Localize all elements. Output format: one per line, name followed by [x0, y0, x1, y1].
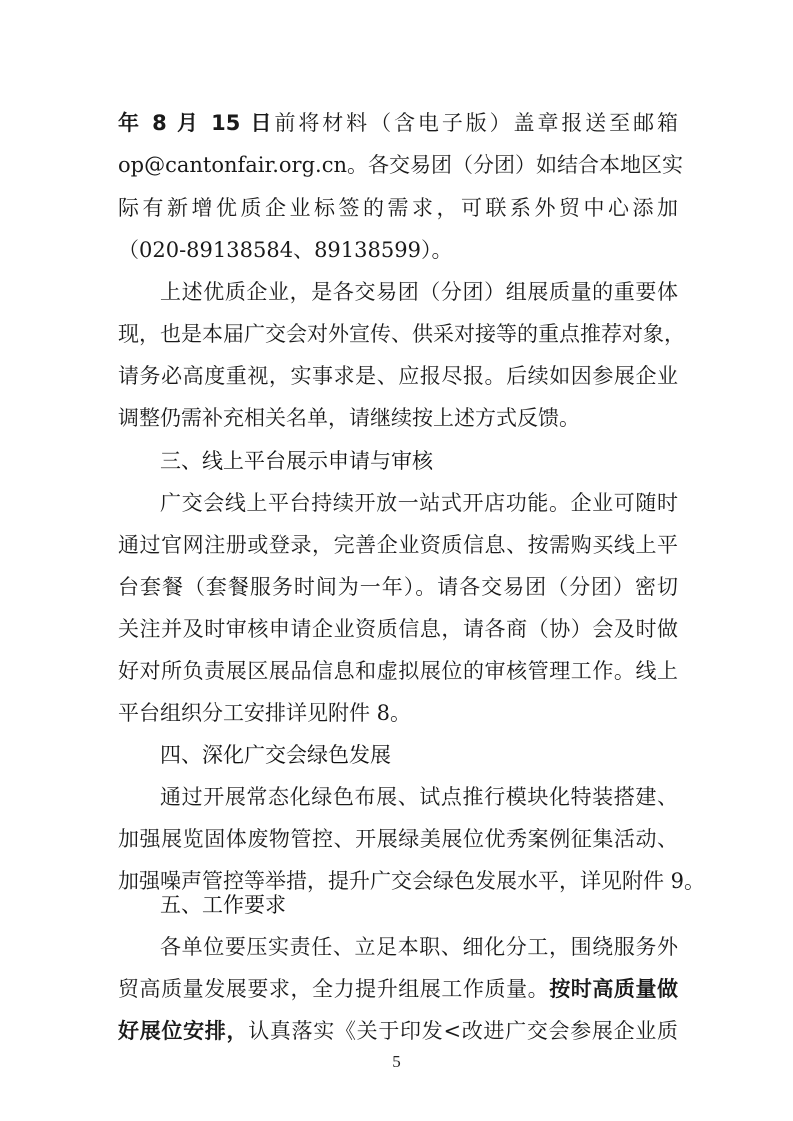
- section3-line2: 通过官网注册或登录，完善企业资质信息、按需购买线上平: [118, 533, 678, 557]
- section5-line3: [118, 1010, 678, 1052]
- page-number: 5: [392, 1052, 401, 1071]
- para1-line1: [118, 102, 678, 144]
- section5-line2-text: 贸高质量发展要求，全力提升组展工作质量。: [118, 977, 550, 1001]
- para2-line2: 现，也是本届广交会对外宣传、供采对接等的重点推荐对象，: [118, 322, 685, 346]
- section3-line1: 广交会线上平台持续开放一站式开店功能。企业可随时: [160, 491, 678, 515]
- section5-line2: [118, 968, 678, 1010]
- section3-line5: 好对所负责展区展品信息和虚拟展位的审核管理工作。线上: [118, 659, 678, 683]
- section4-line2: 加强展览固体废物管控、开展绿美展位优秀案例征集活动、: [118, 827, 678, 851]
- para1-line4: （020-89138584、89138599）。: [118, 238, 453, 262]
- section3-line4: 关注并及时审核申请企业资质信息，请各商（协）会及时做: [118, 617, 678, 641]
- para2-line4: 调整仍需补充相关名单，请继续按上述方式反馈。: [118, 406, 580, 430]
- section4-line1: 通过开展常态化绿色布展、试点推行模块化特装搭建、: [160, 785, 678, 809]
- section4-heading: 四、深化广交会绿色发展: [160, 743, 391, 767]
- section4-line3: 加强噪声管控等举措，提升广交会绿色发展水平，详见附件 9。: [118, 869, 706, 893]
- section5-line1: 各单位要压实责任、立足本职、细化分工，围绕服务外: [160, 935, 678, 959]
- para1-line1-text: 前将材料（含电子版）盖章报送至邮箱: [274, 111, 678, 135]
- para1-line3: 际有新增优质企业标签的需求，可联系外贸中心添加: [118, 196, 678, 220]
- section3-line3: 台套餐（套餐服务时间为一年）。请各交易团（分团）密切: [118, 575, 678, 599]
- para1-line2: op@cantonfair.org.cn。各交易团（分团）如结合本地区实: [118, 153, 683, 177]
- section5-line2-emphasis: 按时高质量做: [549, 977, 679, 1001]
- section5-line3-text: 认真落实《关于印发<改进广交会参展企业质: [248, 1019, 678, 1043]
- section3-line6: 平台组织分工安排详见附件 8。: [118, 701, 412, 725]
- para2-line3: 请务必高度重视，实事求是、应报尽报。后续如因参展企业: [118, 364, 678, 388]
- deadline-date: 年 8 月 15 日: [118, 111, 275, 135]
- para2-line1: 上述优质企业，是各交易团（分团）组展质量的重要体: [160, 280, 678, 304]
- section5-line3-emphasis: 好展位安排，: [118, 1019, 249, 1043]
- section3-heading: 三、线上平台展示申请与审核: [160, 449, 433, 473]
- section5-heading: 五、工作要求: [160, 893, 286, 917]
